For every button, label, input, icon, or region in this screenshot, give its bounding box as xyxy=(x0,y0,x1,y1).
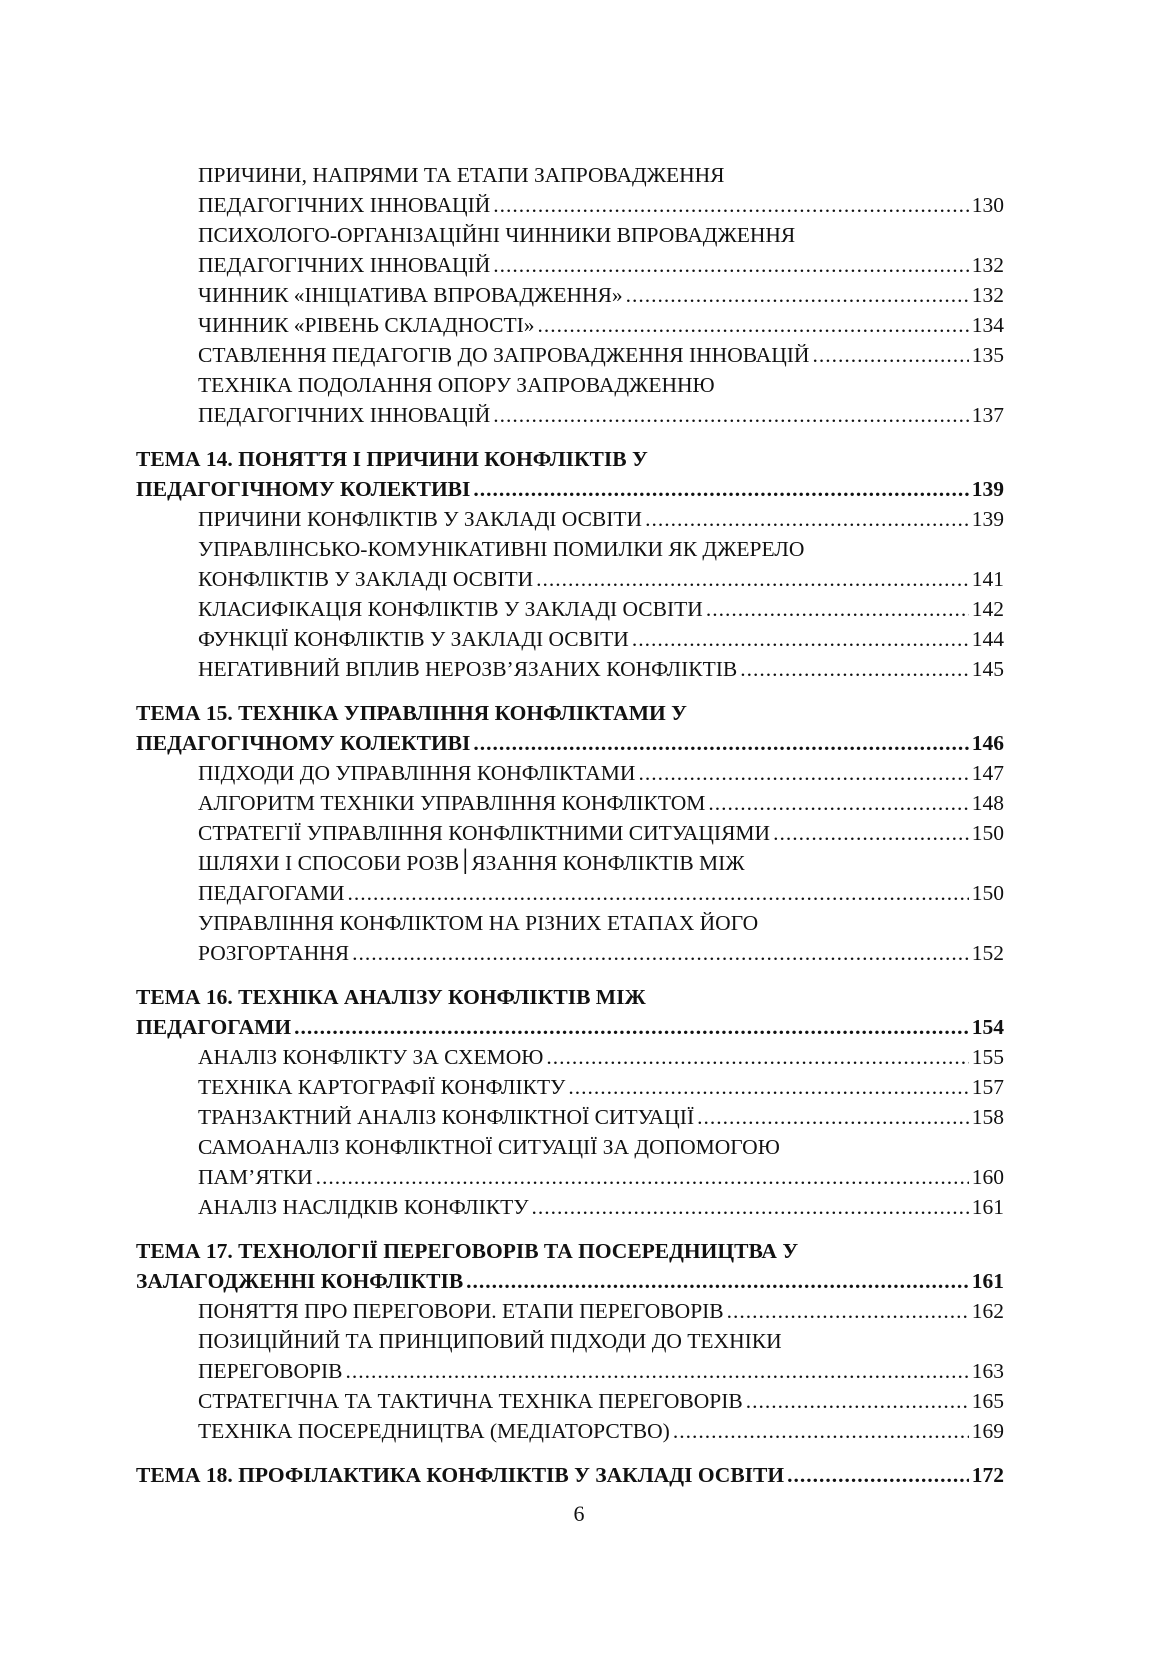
toc-entry-text: РОЗГОРТАННЯ xyxy=(198,941,350,965)
topic-14 xyxy=(136,444,1004,504)
toc-entry-text: ПОНЯТТЯ ПРО ПЕРЕГОВОРИ. ЕТАПИ ПЕРЕГОВОРІВ xyxy=(198,1299,724,1323)
toc-entry-text: ЧИННИК «ІНІЦІАТИВА ВПРОВАДЖЕННЯ» xyxy=(198,283,623,307)
toc-entry-text: СТРАТЕГІЇ УПРАВЛІННЯ КОНФЛІКТНИМИ СИТУАЦІЯМИ xyxy=(198,821,771,845)
toc-entry[interactable] xyxy=(136,1296,1004,1326)
toc-entry[interactable] xyxy=(136,594,1004,624)
toc-entry[interactable] xyxy=(136,878,1004,908)
page-ref: 162 xyxy=(971,1299,1004,1323)
toc-entry[interactable] xyxy=(136,250,1004,280)
page-ref: 150 xyxy=(971,881,1004,905)
toc-entry-text: КОНФЛІКТІВ У ЗАКЛАДІ ОСВІТИ xyxy=(198,567,534,591)
dot-leader xyxy=(812,340,968,370)
toc-entry-text: АНАЛІЗ НАСЛІДКІВ КОНФЛІКТУ xyxy=(198,1195,529,1219)
toc-entry[interactable] xyxy=(136,624,1004,654)
dot-leader xyxy=(473,474,968,504)
dot-leader xyxy=(536,564,969,594)
page-ref: 154 xyxy=(971,1015,1004,1039)
page-ref: 163 xyxy=(971,1359,1004,1383)
toc-entry-text: ТЕХНІКА КАРТОГРАФІЇ КОНФЛІКТУ xyxy=(198,1075,566,1099)
toc-entry[interactable] xyxy=(136,654,1004,684)
toc-entry-text: ТЕХНІКА ПОДОЛАННЯ ОПОРУ ЗАПРОВАДЖЕННЮ xyxy=(198,373,715,397)
page-ref: 132 xyxy=(971,253,1004,277)
dot-leader xyxy=(532,1192,969,1222)
toc-entry-text: САМОАНАЛІЗ КОНФЛІКТНОЇ СИТУАЦІЇ ЗА ДОПОМОГОЮ xyxy=(198,1135,780,1159)
toc-entry[interactable] xyxy=(136,1072,1004,1102)
toc-entry[interactable] xyxy=(136,1042,1004,1072)
toc-entry[interactable] xyxy=(136,1102,1004,1132)
dot-leader xyxy=(708,788,968,818)
topic-entry[interactable] xyxy=(136,1266,1004,1296)
dot-leader xyxy=(316,1162,969,1192)
dot-leader xyxy=(645,504,969,534)
dot-leader xyxy=(746,1386,969,1416)
dot-leader xyxy=(493,400,968,430)
toc-entry-text: ПЕРЕГОВОРІВ xyxy=(198,1359,343,1383)
dot-leader xyxy=(773,818,969,848)
page-ref: 158 xyxy=(971,1105,1004,1129)
dot-leader xyxy=(538,310,969,340)
page-ref: 145 xyxy=(971,657,1004,681)
toc-entry-text: ЧИННИК «РІВЕНЬ СКЛАДНОСТІ» xyxy=(198,313,535,337)
toc-entry[interactable] xyxy=(136,1162,1004,1192)
toc-entry-text: ПАМ’ЯТКИ xyxy=(198,1165,313,1189)
topic-18 xyxy=(136,1460,1004,1490)
topic-15 xyxy=(136,698,1004,758)
toc-entry-text: ПОЗИЦІЙНИЙ ТА ПРИНЦИПОВИЙ ПІДХОДИ ДО ТЕХНІКИ xyxy=(198,1329,782,1353)
dot-leader xyxy=(673,1416,969,1446)
page-ref: 165 xyxy=(971,1389,1004,1413)
dot-leader xyxy=(294,1012,969,1042)
topic-title: ТЕМА 16. ТЕХНІКА АНАЛІЗУ КОНФЛІКТІВ МІЖ xyxy=(136,985,646,1009)
toc-entry-text: АЛГОРИТМ ТЕХНІКИ УПРАВЛІННЯ КОНФЛІКТОМ xyxy=(198,791,706,815)
dot-leader xyxy=(632,624,969,654)
toc-entry-text: ПСИХОЛОГО-ОРГАНІЗАЦІЙНІ ЧИННИКИ ВПРОВАДЖЕННЯ xyxy=(198,223,796,247)
page-ref: 139 xyxy=(971,477,1004,501)
topic-title: ТЕМА 14. ПОНЯТТЯ І ПРИЧИНИ КОНФЛІКТІВ У xyxy=(136,447,648,471)
topic-entry[interactable] xyxy=(136,474,1004,504)
topic-title: ПЕДАГОГІЧНОМУ КОЛЕКТИВІ xyxy=(136,731,471,755)
dot-leader xyxy=(787,1460,969,1490)
toc-entry[interactable] xyxy=(136,190,1004,220)
topic-entry[interactable] xyxy=(136,728,1004,758)
page-ref: 146 xyxy=(971,731,1004,755)
page-ref: 169 xyxy=(971,1419,1004,1443)
dot-leader xyxy=(568,1072,968,1102)
toc-entry[interactable] xyxy=(136,818,1004,848)
topic-title: ТЕМА 17. ТЕХНОЛОГІЇ ПЕРЕГОВОРІВ ТА ПОСЕРЕДНИЦТВА У xyxy=(136,1239,799,1263)
topic-title: ПЕДАГОГАМИ xyxy=(136,1015,292,1039)
page-ref: 137 xyxy=(971,403,1004,427)
toc-entry-text: АНАЛІЗ КОНФЛІКТУ ЗА СХЕМОЮ xyxy=(198,1045,544,1069)
page-ref: 161 xyxy=(971,1269,1004,1293)
toc-entry-text: ТЕХНІКА ПОСЕРЕДНИЦТВА (МЕДІАТОРСТВО) xyxy=(198,1419,670,1443)
topic-title: ТЕМА 15. ТЕХНІКА УПРАВЛІННЯ КОНФЛІКТАМИ У xyxy=(136,701,687,725)
dot-leader xyxy=(466,1266,969,1296)
toc-entry[interactable] xyxy=(136,1416,1004,1446)
page-ref: 150 xyxy=(971,821,1004,845)
toc-entry-text: НЕГАТИВНИЙ ВПЛИВ НЕРОЗВ’ЯЗАНИХ КОНФЛІКТІВ xyxy=(198,657,738,681)
toc-entry-text: УПРАВЛІНСЬКО-КОМУНІКАТИВНІ ПОМИЛКИ ЯК ДЖЕРЕЛО xyxy=(198,537,805,561)
page-ref: 152 xyxy=(971,941,1004,965)
toc-entry-text: ФУНКЦІЇ КОНФЛІКТІВ У ЗАКЛАДІ ОСВІТИ xyxy=(198,627,629,651)
topic-16 xyxy=(136,982,1004,1042)
toc-entry-text: ТРАНЗАКТНИЙ АНАЛІЗ КОНФЛІКТНОЇ СИТУАЦІЇ xyxy=(198,1105,695,1129)
toc-entry-text: СТАВЛЕННЯ ПЕДАГОГІВ ДО ЗАПРОВАДЖЕННЯ ІННОВАЦІЙ xyxy=(198,343,810,367)
page-ref: 139 xyxy=(971,507,1004,531)
topic-title: ТЕМА 18. ПРОФІЛАКТИКА КОНФЛІКТІВ У ЗАКЛАДІ ОСВІТИ xyxy=(136,1463,785,1487)
toc-entry[interactable] xyxy=(136,1386,1004,1416)
topic-title: ПЕДАГОГІЧНОМУ КОЛЕКТИВІ xyxy=(136,477,471,501)
toc-entry[interactable] xyxy=(136,280,1004,310)
page-ref: 141 xyxy=(971,567,1004,591)
toc-entry-text: ПЕДАГОГАМИ xyxy=(198,881,345,905)
page-ref: 142 xyxy=(971,597,1004,621)
page-ref: 172 xyxy=(971,1463,1004,1487)
toc-entry-text: ПРИЧИНИ, НАПРЯМИ ТА ЕТАПИ ЗАПРОВАДЖЕННЯ xyxy=(198,163,725,187)
dot-leader xyxy=(706,594,969,624)
dot-leader xyxy=(697,1102,969,1132)
toc-entry[interactable] xyxy=(136,938,1004,968)
dot-leader xyxy=(727,1296,969,1326)
page-ref: 134 xyxy=(971,313,1004,337)
toc-entry[interactable] xyxy=(136,758,1004,788)
toc-entry-text: ПІДХОДИ ДО УПРАВЛІННЯ КОНФЛІКТАМИ xyxy=(198,761,636,785)
toc-entry-text: УПРАВЛІННЯ КОНФЛІКТОМ НА РІЗНИХ ЕТАПАХ ЙОГО xyxy=(198,911,759,935)
dot-leader xyxy=(546,1042,968,1072)
page-number: 6 xyxy=(573,1501,585,1526)
toc-entry[interactable] xyxy=(136,1192,1004,1222)
page-ref: 132 xyxy=(971,283,1004,307)
page-ref: 130 xyxy=(971,193,1004,217)
toc-entry-text: ПЕДАГОГІЧНИХ ІННОВАЦІЙ xyxy=(198,403,491,427)
toc-entry[interactable] xyxy=(136,504,1004,534)
topic-entry[interactable] xyxy=(136,1012,1004,1042)
toc-entry-text: ПЕДАГОГІЧНИХ ІННОВАЦІЙ xyxy=(198,253,491,277)
dot-leader xyxy=(352,938,969,968)
toc-entry-text: ПЕДАГОГІЧНИХ ІННОВАЦІЙ xyxy=(198,193,491,217)
page-ref: 144 xyxy=(971,627,1004,651)
page-ref: 135 xyxy=(971,343,1004,367)
toc-entry[interactable] xyxy=(136,310,1004,340)
toc-entry[interactable] xyxy=(136,564,1004,594)
page-ref: 155 xyxy=(971,1045,1004,1069)
topic-17 xyxy=(136,1236,1004,1296)
table-of-contents xyxy=(136,160,1004,1490)
page-ref: 147 xyxy=(971,761,1004,785)
page-ref: 157 xyxy=(971,1075,1004,1099)
dot-leader xyxy=(348,878,969,908)
page-ref: 161 xyxy=(971,1195,1004,1219)
dot-leader xyxy=(346,1356,969,1386)
dot-leader xyxy=(493,190,968,220)
toc-entry-text: ШЛЯХИ І СПОСОБИ РОЗВ׀ЯЗАННЯ КОНФЛІКТІВ МІЖ xyxy=(198,851,745,875)
topic-entry[interactable] xyxy=(136,1460,1004,1490)
page-ref: 148 xyxy=(971,791,1004,815)
toc-entry-text: СТРАТЕГІЧНА ТА ТАКТИЧНА ТЕХНІКА ПЕРЕГОВОРІВ xyxy=(198,1389,743,1413)
dot-leader xyxy=(493,250,968,280)
dot-leader xyxy=(473,728,968,758)
dot-leader xyxy=(626,280,969,310)
topic-title: ЗАЛАГОДЖЕННІ КОНФЛІКТІВ xyxy=(136,1269,464,1293)
toc-entry[interactable] xyxy=(136,340,1004,370)
toc-entry[interactable] xyxy=(136,1356,1004,1386)
dot-leader xyxy=(740,654,969,684)
toc-entry[interactable] xyxy=(136,788,1004,818)
toc-entry-text: КЛАСИФІКАЦІЯ КОНФЛІКТІВ У ЗАКЛАДІ ОСВІТИ xyxy=(198,597,703,621)
dot-leader xyxy=(638,758,968,788)
toc-entry-text: ПРИЧИНИ КОНФЛІКТІВ У ЗАКЛАДІ ОСВІТИ xyxy=(198,507,643,531)
page-ref: 160 xyxy=(971,1165,1004,1189)
toc-entry[interactable] xyxy=(136,400,1004,430)
